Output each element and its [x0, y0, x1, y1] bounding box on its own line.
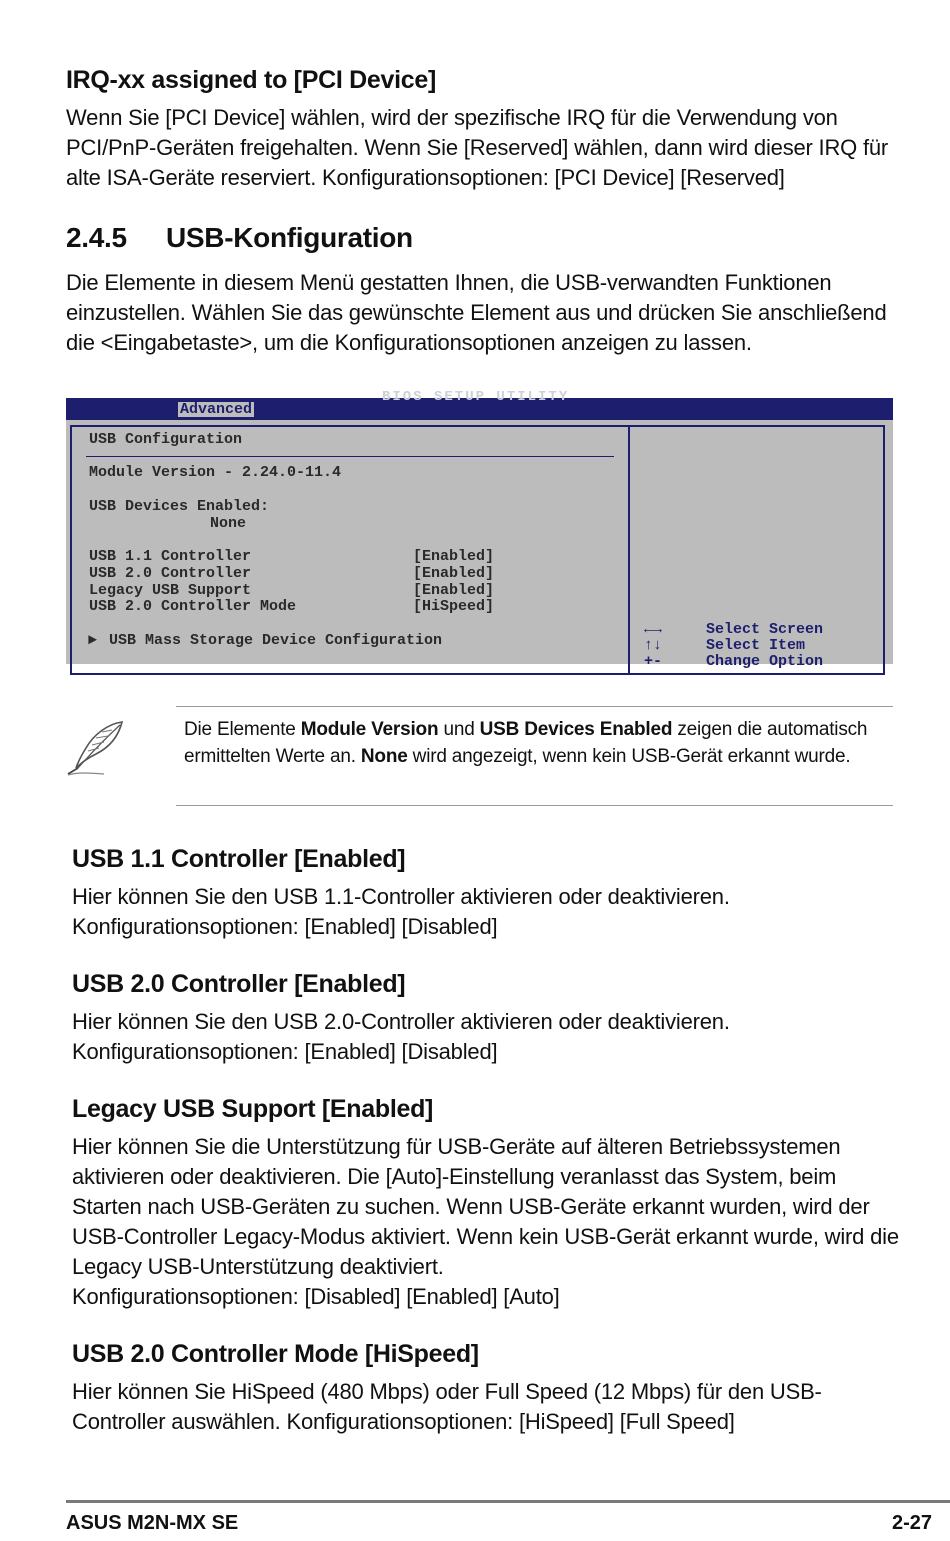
note-text-part: Die Elemente [184, 719, 301, 740]
bios-setting-value[interactable]: [Enabled] [413, 548, 495, 565]
note-text-part: und [438, 719, 480, 740]
bios-devices-label: USB Devices Enabled: [89, 498, 270, 515]
footer-product: ASUS M2N-MX SE [66, 1512, 239, 1534]
section-number: 2.4.5 [66, 222, 127, 253]
footer-rule [66, 1500, 950, 1503]
bios-devices-value: None [210, 515, 247, 532]
bios-divider [628, 425, 630, 675]
usb11-heading: USB 1.1 Controller [Enabled] [72, 845, 406, 873]
legacy-usb-section [72, 1095, 902, 1312]
bios-setting-value[interactable]: [Enabled] [413, 565, 495, 582]
bios-tab-advanced[interactable]: Advanced [180, 401, 253, 418]
note-bold-none: None [360, 746, 408, 767]
section-intro: Die Elemente in diesem Menü gestatten Ihnen, die USB-verwandten Funktionen einzustellen. Wählen Sie das gewünschte Element aus und drücken Sie anschließend die <Eingabetaste>, um die Konfigurationsoptionen anzeigen zu lassen. [66, 270, 887, 355]
bios-setting-label[interactable]: USB 2.0 Controller [89, 565, 252, 582]
usb20-body: Hier können Sie den USB 2.0-Controller aktivieren oder deaktivieren. [72, 1009, 730, 1034]
note-bold-usb-devices: USB Devices Enabled [479, 719, 673, 740]
usb20-mode-body: Hier können Sie HiSpeed (480 Mbps) oder Full Speed (12 Mbps) für den USB-Controller auswählen. Konfigurationsoptionen: [HiSpeed] [Full Speed] [72, 1379, 822, 1434]
bios-title-underline [86, 456, 614, 457]
irq-body: Wenn Sie [PCI Device] wählen, wird der spezifische IRQ für die Verwendung von PCI/PnP-Geräten freigehalten. Wenn Sie [Reserved] wählen, dann wird dieser IRQ für alte ISA-Geräte reserviert. Konfigurationsoptionen: [PCI Device] [Reserved] [66, 105, 889, 190]
left-right-arrows-icon: ←→ [644, 621, 663, 638]
irq-heading: IRQ-xx assigned to [PCI Device] [66, 66, 436, 94]
note-text-part: wird angezeigt, wenn kein USB-Gerät erkannt wurde. [407, 746, 851, 767]
submenu-arrow-icon: ► [88, 632, 98, 649]
usb11-section [72, 845, 902, 942]
legacy-usb-options: Konfigurationsoptionen: [Disabled] [Enabled] [Auto] [72, 1284, 560, 1309]
usb20-mode-section [72, 1340, 902, 1437]
usb20-mode-heading: USB 2.0 Controller Mode [HiSpeed] [72, 1340, 479, 1368]
bios-menu-title: USB Configuration [89, 431, 243, 448]
legacy-usb-heading: Legacy USB Support [Enabled] [72, 1095, 434, 1123]
note-bottom-rule [176, 805, 893, 806]
usb20-section [72, 970, 902, 1067]
bios-setting-value[interactable]: [HiSpeed] [413, 598, 495, 615]
help-select-item: Select Item [706, 637, 806, 654]
note-top-rule [176, 706, 893, 707]
bios-utility-title: BIOS SETUP UTILITY [382, 389, 570, 405]
plus-minus-icon: +- [644, 653, 663, 670]
note-text-part: zeigen die automatisch ermittelten Werte an. [184, 719, 868, 767]
feather-pen-icon [64, 718, 128, 778]
bios-screenshot [66, 389, 893, 670]
bios-setting-label[interactable]: USB 2.0 Controller Mode [89, 598, 297, 615]
bios-submenu-item[interactable]: USB Mass Storage Device Configuration [109, 632, 443, 649]
footer-page-number: 2-27 [892, 1512, 933, 1534]
usb20-heading: USB 2.0 Controller [Enabled] [72, 970, 406, 998]
bios-module-version: Module Version - 2.24.0-11.4 [89, 464, 342, 481]
section-title-text: USB-Konfiguration [166, 222, 413, 253]
up-down-arrows-icon: ↑↓ [644, 637, 663, 654]
irq-section [66, 66, 906, 193]
usb-config-section [66, 222, 906, 358]
section-title [66, 222, 906, 254]
note-text [184, 716, 884, 770]
bios-setting-label[interactable]: USB 1.1 Controller [89, 548, 252, 565]
help-select-screen: Select Screen [706, 621, 824, 638]
help-change-option: Change Option [706, 653, 824, 670]
note-bold-module-version: Module Version [300, 719, 439, 740]
bios-setting-value[interactable]: [Enabled] [413, 582, 495, 599]
bios-top-bar [66, 389, 893, 420]
usb11-options: Konfigurationsoptionen: [Enabled] [Disabled] [72, 914, 498, 939]
bios-setting-label[interactable]: Legacy USB Support [89, 582, 252, 599]
usb20-options: Konfigurationsoptionen: [Enabled] [Disabled] [72, 1039, 498, 1064]
legacy-usb-body: Hier können Sie die Unterstützung für USB-Geräte auf älteren Betriebssystemen aktivieren oder deaktivieren. Die [Auto]-Einstellung veranlasst das System, beim Starten nach USB-Geräten zu suchen. Wenn USB-Geräte erkannt wurden, wird der USB-Controller Legacy-Modus aktiviert. Wenn kein USB-Gerät erkannt wurde, wird die Legacy USB-Unterstützung deaktiviert. [72, 1134, 899, 1279]
usb11-body: Hier können Sie den USB 1.1-Controller aktivieren oder deaktivieren. [72, 884, 730, 909]
